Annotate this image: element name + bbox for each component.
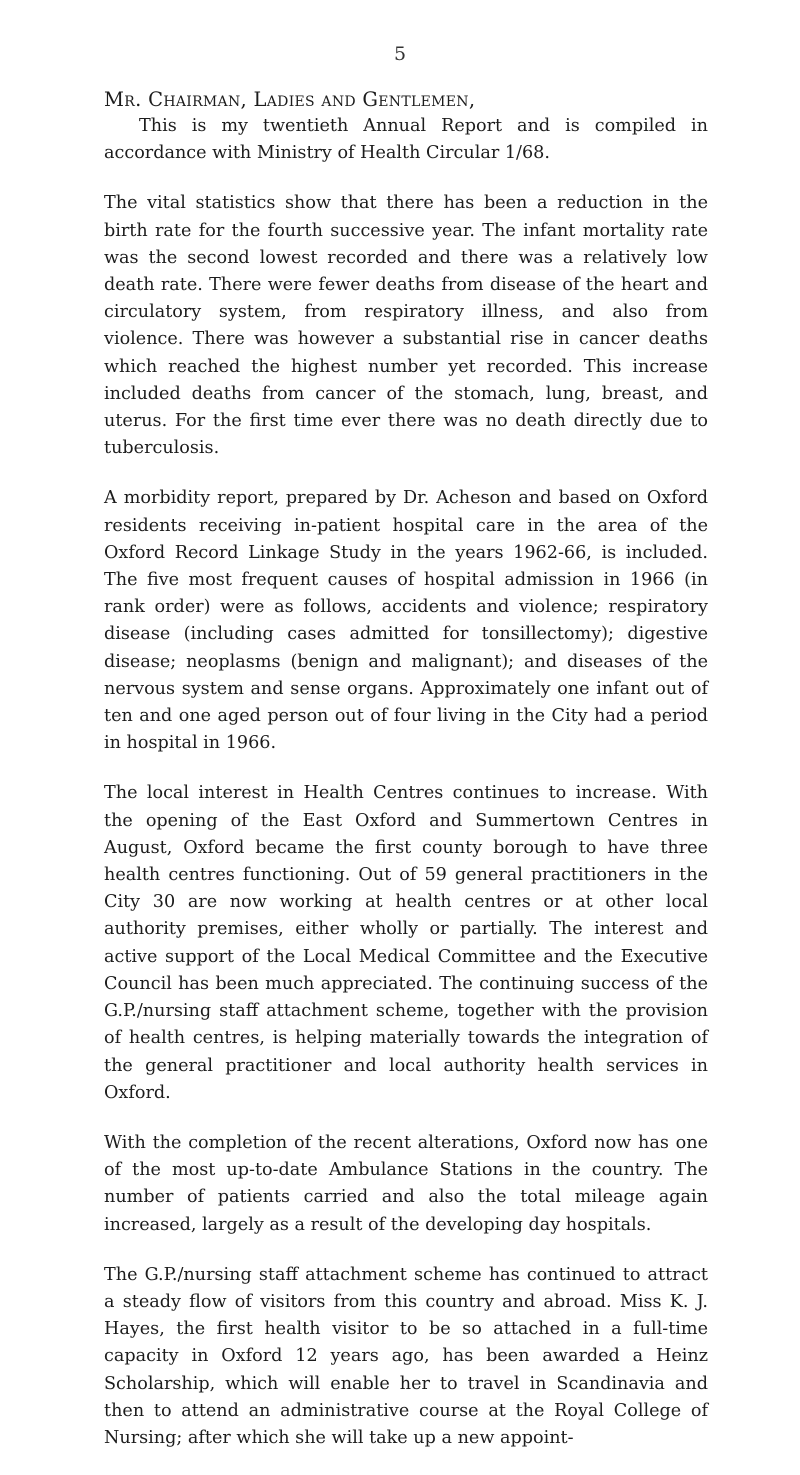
page-number: 5 bbox=[393, 43, 407, 65]
paragraph-vital-statistics: The vital statistics show that there has been a reduction in the birth rate for the fourth successive year. The infant mortality rate was the second lowest recorded and there was a relatively low death rate. There were fewer deaths from disease of the heart and circulatory system, from respiratory illness, and also from violence. There was however a substantial rise in cancer deaths which reached the highest number yet recorded. This increase included deaths from cancer of the stomach, lung, breast, and uterus. For the first time ever there was no death directly due to tuberculosis. bbox=[104, 193, 708, 459]
salutation: Mr. Chairman, Ladies and Gentlemen, bbox=[104, 88, 476, 111]
report-body bbox=[104, 86, 708, 1475]
paragraph-introduction: This is my twentieth Annual Report and is compiled in accordance with Ministry of Health Circular 1/68. bbox=[104, 116, 708, 164]
paragraph-morbidity-report: A morbidity report, prepared by Dr. Acheson and based on Oxford residents receiving in-patient hospital care in the area of the Oxford Record Linkage Study in the years 1962-66, is included. The five most frequent causes of hospital admission in 1966 (in rank order) were as follows, accidents and violence; respiratory disease (including cases admitted for tonsillectomy); digestive disease; neoplasms (benign and malignant); and diseases of the nervous system and sense organs. Approximately one infant out of ten and one aged person out of four living in the City had a period in hospital in 1966. bbox=[104, 488, 708, 754]
paragraph-health-centres: The local interest in Health Centres continues to increase. With the opening of the East Oxford and Summertown Centres in August, Oxford became the first county borough to have three health centres functioning. Out of 59 general practitioners in the City 30 are now working at health centres or at other local authority premises, either wholly or partially. The interest and active support of the Local Medical Committee and the Executive Council has been much appreciated. The continuing success of the G.P./nursing staff attachment scheme, together with the provision of health centres, is helping materially towards the integration of the general practitioner and local authority health services in Oxford. bbox=[104, 783, 708, 1103]
paragraph-ambulance-station: With the completion of the recent alterations, Oxford now has one of the most up-to-date Ambulance Stations in the country. The number of patients carried and also the total mileage again increased, largely as a result of the developing day hospitals. bbox=[104, 1132, 708, 1235]
paragraph-attachment-scheme: The G.P./nursing staff attachment scheme has continued to attract a steady flow of visitors from this country and abroad. Miss K. J. Hayes, the first health visitor to be so attached in a full-time capacity in Oxford 12 years ago, has been awarded a Heinz Scholarship, which will enable her to travel in Scandinavia and then to attend an administrative course at the Royal College of Nursing; after which she will take up a new appoint- bbox=[104, 1264, 708, 1448]
